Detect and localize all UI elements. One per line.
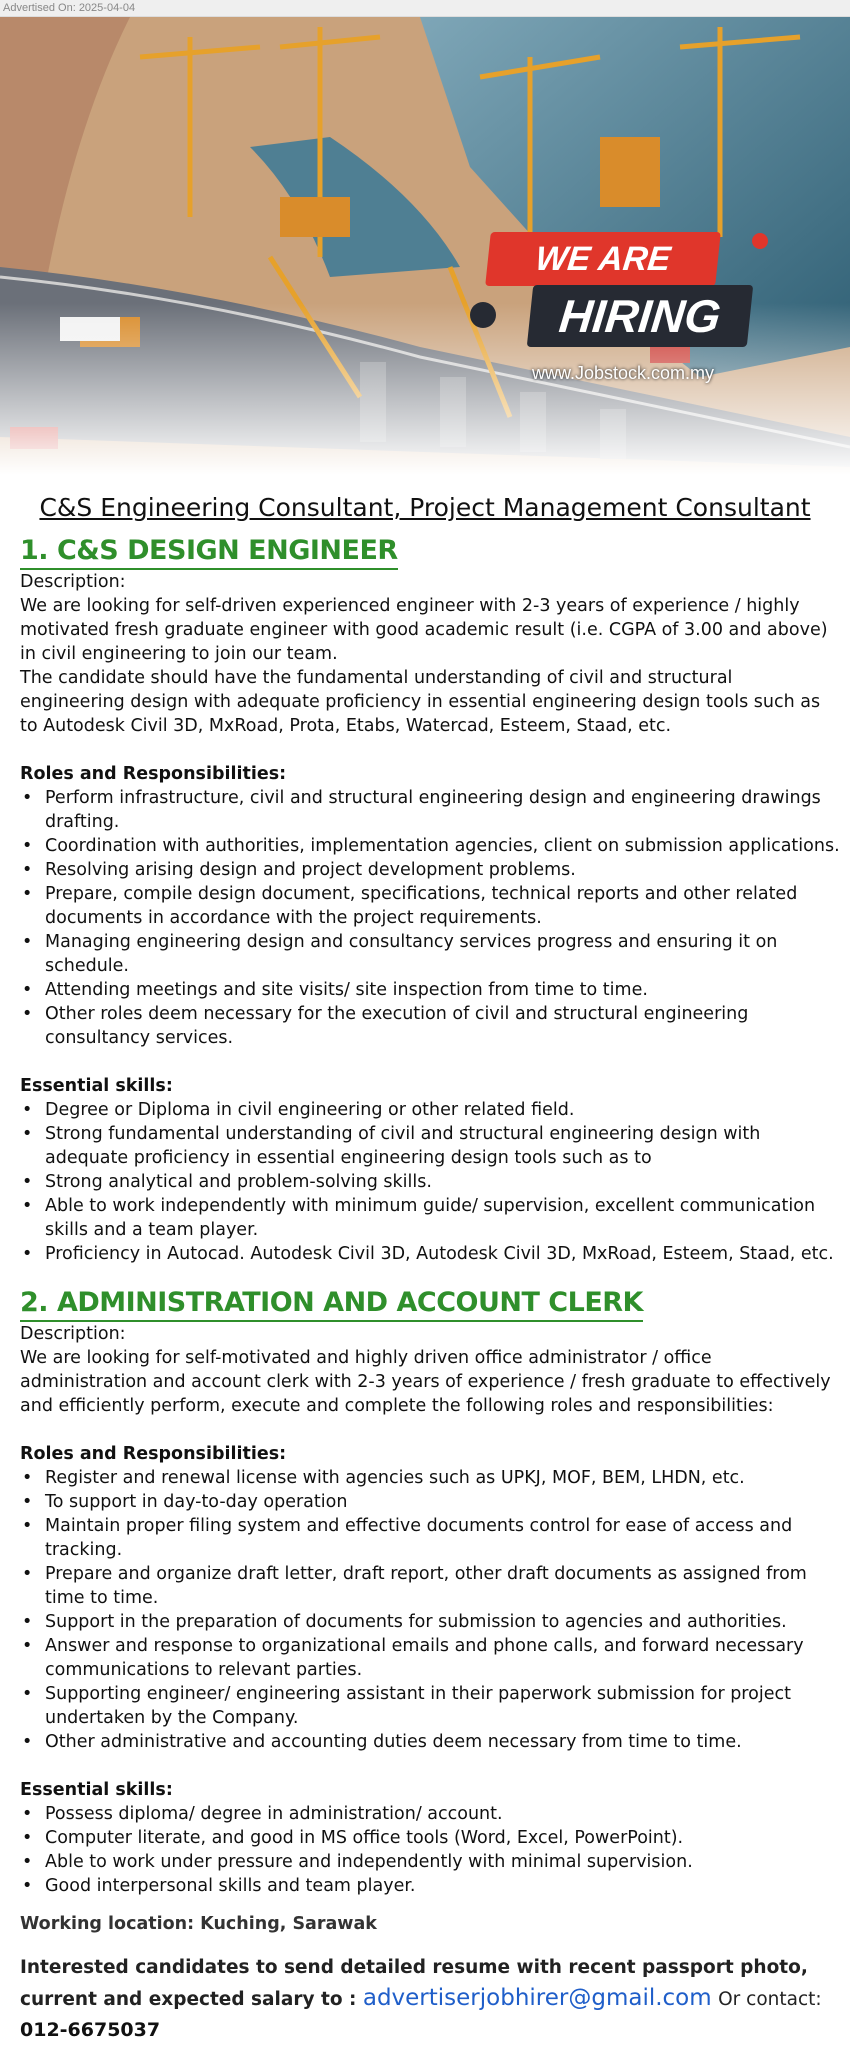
list-item: • To support in day-to-day operation xyxy=(20,1490,840,1514)
contact-info xyxy=(20,1952,840,2046)
list-item: • Degree or Diploma in civil engineering or other related field. xyxy=(20,1098,840,1122)
advertised-date: Advertised On: 2025-04-04 xyxy=(0,0,850,17)
skills-list xyxy=(20,1098,840,1266)
roles-label: Roles and Responsibilities: xyxy=(20,764,287,784)
list-item: • Supporting engineer/ engineering assistant in their paperwork submission for project undertaken by the Company. xyxy=(20,1682,840,1730)
description-label: Description: xyxy=(20,1324,126,1344)
description-paragraph: We are looking for self-motivated and highly driven office administrator / office administration and account clerk with 2-3 years of experience / fresh graduate to effectively and efficiently perform, execute and complete the following roles and responsibilities: xyxy=(20,1348,831,1416)
list-item: • Able to work independently with minimum guide/ supervision, excellent communication skills and a team player. xyxy=(20,1194,840,1242)
roles-label: Roles and Responsibilities: xyxy=(20,1444,287,1464)
list-item: • Answer and response to organizational emails and phone calls, and forward necessary communications to relevant parties. xyxy=(20,1634,840,1682)
list-item: • Possess diploma/ degree in administration/ account. xyxy=(20,1802,840,1826)
contact-colon: : xyxy=(348,1989,357,2010)
skills-list xyxy=(20,1802,840,1898)
skills-label: Essential skills: xyxy=(20,1780,173,1800)
or-contact-label: Or contact: xyxy=(718,1989,822,2010)
job-section-admin-clerk xyxy=(20,1286,840,1898)
list-item: • Managing engineering design and consultancy services progress and ensuring it on schedule. xyxy=(20,930,840,978)
job-section-design-engineer xyxy=(20,534,840,1266)
job-title: 2. ADMINISTRATION AND ACCOUNT CLERK xyxy=(20,1286,643,1322)
accent-dot-red xyxy=(752,233,768,249)
list-item: • Computer literate, and good in MS office tools (Word, Excel, PowerPoint). xyxy=(20,1826,840,1850)
working-location: Working location: Kuching, Sarawak xyxy=(20,1914,377,1934)
skills-label: Essential skills: xyxy=(20,1076,173,1096)
list-item: • Prepare and organize draft letter, draft report, other draft documents as assigned from time to time. xyxy=(20,1562,840,1610)
list-item: • Resolving arising design and project development problems. xyxy=(20,858,840,882)
email-link[interactable]: advertiserjobhirer@gmail.com xyxy=(362,1985,712,2011)
description-paragraph: The candidate should have the fundamental understanding of civil and structural engineering design with adequate proficiency in essential engineering design tools such as to Autodesk Civil 3D, MxRoad, Prota, Etabs, Watercad, Esteem, Staad, etc. xyxy=(20,668,821,736)
company-name: C&S Engineering Consultant, Project Management Consultant xyxy=(39,493,811,522)
list-item: • Proficiency in Autocad. Autodesk Civil 3D, Autodesk Civil 3D, MxRoad, Esteem, Staad, etc. xyxy=(20,1242,840,1266)
accent-dot-dark xyxy=(470,302,496,328)
job-title: 1. C&S DESIGN ENGINEER xyxy=(20,534,398,570)
list-item: • Good interpersonal skills and team player. xyxy=(20,1874,840,1898)
list-item: • Coordination with authorities, implementation agencies, client on submission applications. xyxy=(20,834,840,858)
roles-list xyxy=(20,786,840,1050)
construction-site-illustration xyxy=(0,17,850,537)
roles-list xyxy=(20,1466,840,1754)
contact-intro: Interested candidates to send detailed resume with recent passport photo, current and expected salary to xyxy=(20,1957,808,2010)
description-paragraph: We are looking for self-driven experienced engineer with 2-3 years of experience / highly motivated fresh graduate engineer with good academic result (i.e. CGPA of 3.00 and above) in civil engineering to join our team. xyxy=(20,596,828,664)
hero-banner xyxy=(0,17,850,537)
list-item: • Strong fundamental understanding of civil and structural engineering design with adequate proficiency in essential engineering design tools such as to xyxy=(20,1122,840,1170)
job-content xyxy=(20,534,840,2046)
list-item: • Other administrative and accounting duties deem necessary from time to time. xyxy=(20,1730,840,1754)
list-item: • Other roles deem necessary for the execution of civil and structural engineering consultancy services. xyxy=(20,1002,840,1050)
list-item: • Prepare, compile design document, specifications, technical reports and other related documents in accordance with the project requirements. xyxy=(20,882,840,930)
we-are-badge: WE ARE xyxy=(485,232,721,286)
jobstock-url: www.Jobstock.com.my xyxy=(532,363,715,383)
hiring-badge: HIRING xyxy=(527,285,754,347)
list-item: • Attending meetings and site visits/ site inspection from time to time. xyxy=(20,978,840,1002)
list-item: • Able to work under pressure and independently with minimal supervision. xyxy=(20,1850,840,1874)
list-item: • Strong analytical and problem-solving skills. xyxy=(20,1170,840,1194)
phone-number[interactable]: 012-6675037 xyxy=(20,2019,161,2041)
list-item: • Support in the preparation of documents for submission to agencies and authorities. xyxy=(20,1610,840,1634)
list-item: • Maintain proper filing system and effective documents control for ease of access and tracking. xyxy=(20,1514,840,1562)
list-item: • Perform infrastructure, civil and structural engineering design and engineering drawings drafting. xyxy=(20,786,840,834)
description-label: Description: xyxy=(20,572,126,592)
list-item: • Register and renewal license with agencies such as UPKJ, MOF, BEM, LHDN, etc. xyxy=(20,1466,840,1490)
